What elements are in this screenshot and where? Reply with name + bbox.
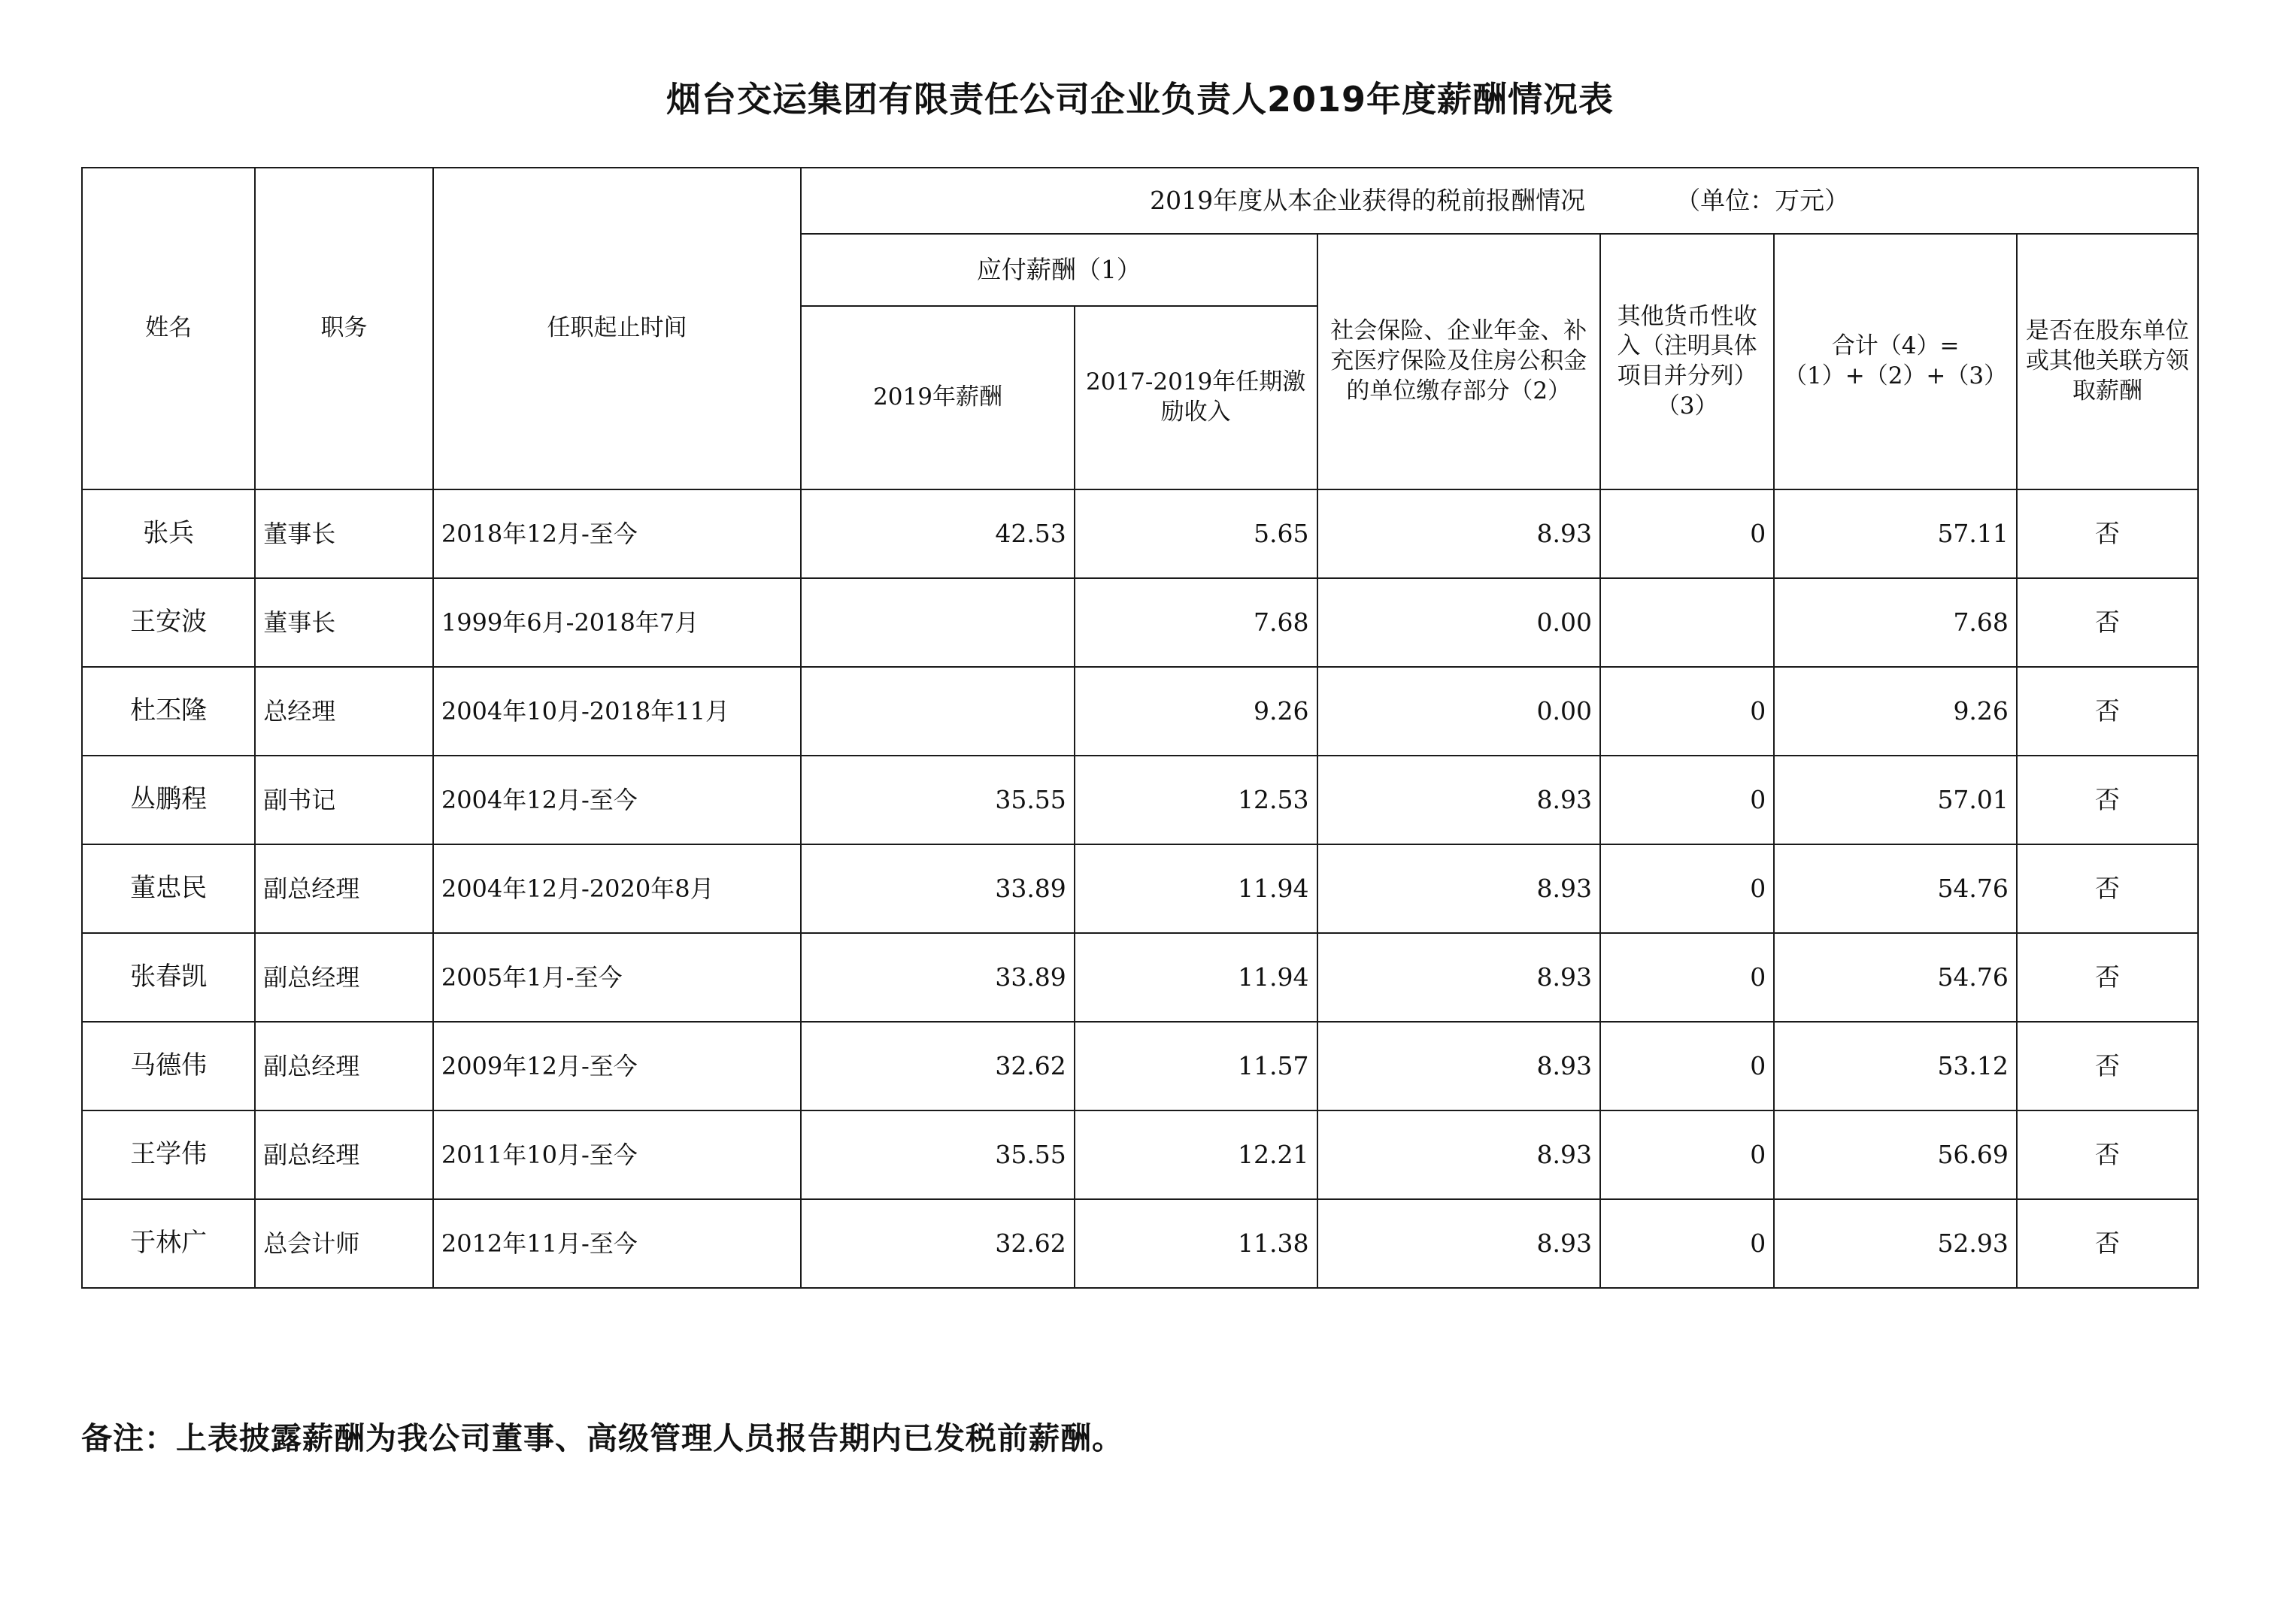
cell-term: 2004年12月-至今	[433, 756, 801, 844]
cell-name: 张春凯	[82, 933, 255, 1022]
cell-other-income: 0	[1600, 1199, 1774, 1288]
column-header-related-party: 是否在股东单位或其他关联方领取薪酬	[2017, 234, 2198, 489]
cell-term: 1999年6月-2018年7月	[433, 578, 801, 667]
cell-post: 副总经理	[255, 1110, 433, 1199]
cell-total: 52.93	[1774, 1199, 2017, 1288]
column-header-post: 职务	[255, 168, 433, 489]
cell-salary-2019: 33.89	[801, 933, 1075, 1022]
cell-other-income: 0	[1600, 1110, 1774, 1199]
cell-name: 丛鹏程	[82, 756, 255, 844]
cell-incentive: 9.26	[1075, 667, 1317, 756]
cell-incentive: 12.53	[1075, 756, 1317, 844]
cell-insurance: 0.00	[1317, 667, 1600, 756]
cell-related-party: 否	[2017, 756, 2198, 844]
table-footnote: 备注：上表披露薪酬为我公司董事、高级管理人员报告期内已发税前薪酬。	[81, 1420, 1123, 1456]
cell-name: 董忠民	[82, 844, 255, 933]
cell-other-income: 0	[1600, 844, 1774, 933]
cell-post: 副总经理	[255, 1022, 433, 1110]
header-row-group	[82, 168, 2198, 234]
cell-total: 7.68	[1774, 578, 2017, 667]
table-unit-label: （单位：万元）	[1675, 185, 1850, 215]
column-header-insurance: 社会保险、企业年金、补充医疗保险及住房公积金的单位缴存部分（2）	[1317, 234, 1600, 489]
table-row	[82, 1110, 2198, 1199]
column-header-salary-2019: 2019年薪酬	[801, 306, 1075, 489]
cell-incentive: 11.38	[1075, 1199, 1317, 1288]
cell-total: 54.76	[1774, 844, 2017, 933]
cell-term: 2018年12月-至今	[433, 489, 801, 578]
cell-name: 马德伟	[82, 1022, 255, 1110]
cell-salary-2019	[801, 667, 1075, 756]
column-header-incentive: 2017-2019年任期激励收入	[1075, 306, 1317, 489]
cell-post: 副总经理	[255, 844, 433, 933]
table-body	[82, 489, 2198, 1288]
cell-post: 董事长	[255, 489, 433, 578]
cell-related-party: 否	[2017, 667, 2198, 756]
cell-related-party: 否	[2017, 1110, 2198, 1199]
cell-other-income: 0	[1600, 489, 1774, 578]
table-row	[82, 489, 2198, 578]
cell-incentive: 7.68	[1075, 578, 1317, 667]
table-row	[82, 933, 2198, 1022]
column-header-name: 姓名	[82, 168, 255, 489]
table-header	[82, 168, 2198, 489]
cell-insurance: 8.93	[1317, 1110, 1600, 1199]
table-row	[82, 1022, 2198, 1110]
cell-insurance: 8.93	[1317, 756, 1600, 844]
cell-term: 2011年10月-至今	[433, 1110, 801, 1199]
cell-related-party: 否	[2017, 578, 2198, 667]
table-row	[82, 578, 2198, 667]
cell-term: 2012年11月-至今	[433, 1199, 801, 1288]
cell-post: 总会计师	[255, 1199, 433, 1288]
cell-post: 董事长	[255, 578, 433, 667]
cell-other-income: 0	[1600, 667, 1774, 756]
cell-insurance: 8.93	[1317, 1022, 1600, 1110]
cell-total: 53.12	[1774, 1022, 2017, 1110]
cell-insurance: 0.00	[1317, 578, 1600, 667]
cell-other-income: 0	[1600, 756, 1774, 844]
cell-post: 总经理	[255, 667, 433, 756]
column-header-term: 任职起止时间	[433, 168, 801, 489]
cell-salary-2019: 35.55	[801, 756, 1075, 844]
cell-related-party: 否	[2017, 1199, 2198, 1288]
cell-term: 2004年12月-2020年8月	[433, 844, 801, 933]
cell-salary-2019: 35.55	[801, 1110, 1075, 1199]
cell-insurance: 8.93	[1317, 1199, 1600, 1288]
cell-related-party: 否	[2017, 489, 2198, 578]
cell-salary-2019: 42.53	[801, 489, 1075, 578]
cell-related-party: 否	[2017, 1022, 2198, 1110]
page-title: 烟台交运集团有限责任公司企业负责人2019年度薪酬情况表	[666, 79, 1614, 120]
cell-incentive: 11.57	[1075, 1022, 1317, 1110]
cell-related-party: 否	[2017, 844, 2198, 933]
column-header-payable-group: 应付薪酬（1）	[801, 234, 1317, 306]
cell-insurance: 8.93	[1317, 844, 1600, 933]
cell-other-income: 0	[1600, 1022, 1774, 1110]
cell-name: 于林广	[82, 1199, 255, 1288]
cell-salary-2019: 33.89	[801, 844, 1075, 933]
column-header-other-income: 其他货币性收入（注明具体项目并分列）（3）	[1600, 234, 1774, 489]
table-row	[82, 667, 2198, 756]
cell-name: 张兵	[82, 489, 255, 578]
cell-total: 57.11	[1774, 489, 2017, 578]
table-row	[82, 756, 2198, 844]
cell-total: 9.26	[1774, 667, 2017, 756]
cell-name: 杜丕隆	[82, 667, 255, 756]
cell-name: 王安波	[82, 578, 255, 667]
cell-insurance: 8.93	[1317, 933, 1600, 1022]
cell-related-party: 否	[2017, 933, 2198, 1022]
cell-insurance: 8.93	[1317, 489, 1600, 578]
cell-incentive: 5.65	[1075, 489, 1317, 578]
cell-incentive: 11.94	[1075, 844, 1317, 933]
cell-total: 54.76	[1774, 933, 2017, 1022]
cell-salary-2019: 32.62	[801, 1199, 1075, 1288]
cell-total: 57.01	[1774, 756, 2017, 844]
compensation-table	[81, 167, 2199, 1289]
cell-incentive: 11.94	[1075, 933, 1317, 1022]
cell-term: 2004年10月-2018年11月	[433, 667, 801, 756]
table-row	[82, 844, 2198, 933]
cell-other-income	[1600, 578, 1774, 667]
cell-term: 2005年1月-至今	[433, 933, 801, 1022]
cell-post: 副总经理	[255, 933, 433, 1022]
cell-salary-2019: 32.62	[801, 1022, 1075, 1110]
cell-post: 副书记	[255, 756, 433, 844]
column-header-group-pretax: 2019年度从本企业获得的税前报酬情况 （单位：万元）	[801, 168, 2198, 234]
cell-other-income: 0	[1600, 933, 1774, 1022]
cell-name: 王学伟	[82, 1110, 255, 1199]
cell-incentive: 12.21	[1075, 1110, 1317, 1199]
table-row	[82, 1199, 2198, 1288]
cell-term: 2009年12月-至今	[433, 1022, 801, 1110]
cell-salary-2019	[801, 578, 1075, 667]
column-header-total: 合计（4）=（1）+（2）+（3）	[1774, 234, 2017, 489]
cell-total: 56.69	[1774, 1110, 2017, 1199]
